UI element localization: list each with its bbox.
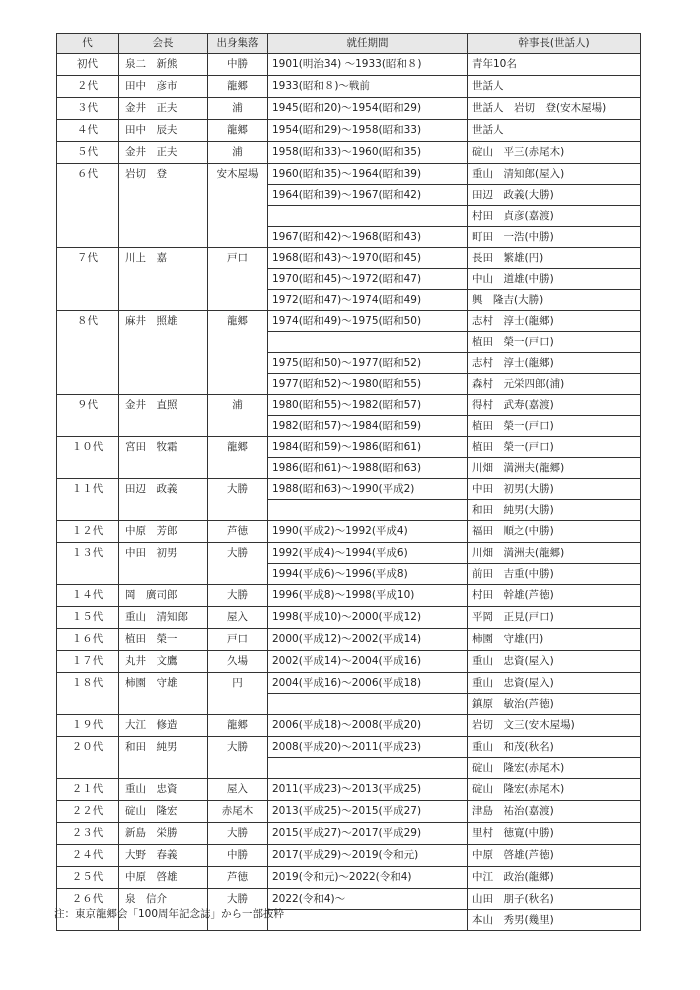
term-cell — [268, 694, 468, 715]
secretary-cell: 前田 吉重(中勝) — [468, 564, 641, 585]
president-cell: 田辺 政義 — [119, 479, 208, 521]
village-cell: 中勝 — [208, 845, 268, 867]
table-row — [57, 164, 641, 185]
term-cell: 1901(明治34) ～1933(昭和８) — [268, 54, 468, 76]
president-cell: 金井 正夫 — [119, 98, 208, 120]
term-cell: 1954(昭和29)～1958(昭和33) — [268, 120, 468, 142]
generation-cell: ２５代 — [57, 867, 119, 889]
generation-cell: ２２代 — [57, 801, 119, 823]
table-row — [57, 607, 641, 629]
secretary-cell: 中原 啓雄(芦徳) — [468, 845, 641, 867]
footnote: 注：東京龍郷会「100周年記念誌」から一部抜粋 — [54, 908, 285, 920]
table-row — [57, 715, 641, 737]
generation-cell: ６代 — [57, 164, 119, 248]
village-cell: 龍郷 — [208, 120, 268, 142]
generation-cell: ２４代 — [57, 845, 119, 867]
village-cell: 芦徳 — [208, 867, 268, 889]
generation-cell: ５代 — [57, 142, 119, 164]
term-cell: 1992(平成4)～1994(平成6) — [268, 543, 468, 564]
secretary-cell: 重山 忠資(屋入) — [468, 673, 641, 694]
village-cell: 戸口 — [208, 248, 268, 311]
president-cell: 中原 啓雄 — [119, 867, 208, 889]
secretary-cell: 平岡 正見(戸口) — [468, 607, 641, 629]
secretary-cell: 村田 貞彦(嘉渡) — [468, 206, 641, 227]
generation-cell: ４代 — [57, 120, 119, 142]
village-cell: 安木屋場 — [208, 164, 268, 248]
table-row — [57, 142, 641, 164]
generation-cell: ２６代 — [57, 889, 119, 931]
table-row — [57, 395, 641, 416]
village-cell: 久場 — [208, 651, 268, 673]
president-cell: 大野 春義 — [119, 845, 208, 867]
village-cell: 大勝 — [208, 823, 268, 845]
table-row — [57, 54, 641, 76]
president-cell: 泉 信介 — [119, 889, 208, 931]
term-cell: 2022(令和4)～ — [268, 889, 468, 910]
table-row — [57, 311, 641, 332]
table-row — [57, 673, 641, 694]
generation-cell: ７代 — [57, 248, 119, 311]
term-cell: 1964(昭和39)～1967(昭和42) — [268, 185, 468, 206]
secretary-cell: 重山 和茂(秋名) — [468, 737, 641, 758]
term-cell: 1984(昭和59)～1986(昭和61) — [268, 437, 468, 458]
secretary-cell: 世話人 — [468, 120, 641, 142]
header-secretary: 幹事長(世話人) — [468, 34, 641, 54]
president-cell: 岩切 登 — [119, 164, 208, 248]
generation-cell: １７代 — [57, 651, 119, 673]
term-cell: 1998(平成10)～2000(平成12) — [268, 607, 468, 629]
secretary-cell: 森村 元栄四郎(浦) — [468, 374, 641, 395]
generation-cell: １０代 — [57, 437, 119, 479]
header-village: 出身集落 — [208, 34, 268, 54]
document — [56, 33, 640, 931]
village-cell: 屋入 — [208, 779, 268, 801]
president-cell: 川上 嘉 — [119, 248, 208, 311]
table-row — [57, 543, 641, 564]
generation-cell: ２１代 — [57, 779, 119, 801]
secretary-cell: 柿園 守雄(円) — [468, 629, 641, 651]
secretary-cell: 鎮原 敏治(芦徳) — [468, 694, 641, 715]
village-cell: 龍郷 — [208, 437, 268, 479]
term-cell: 2011(平成23)～2013(平成25) — [268, 779, 468, 801]
president-cell: 中田 初男 — [119, 543, 208, 585]
term-cell: 1996(平成8)～1998(平成10) — [268, 585, 468, 607]
term-cell: 2013(平成25)～2015(平成27) — [268, 801, 468, 823]
term-cell: 1994(平成6)～1996(平成8) — [268, 564, 468, 585]
term-cell — [268, 500, 468, 521]
table-row — [57, 629, 641, 651]
secretary-cell: 津島 祐治(嘉渡) — [468, 801, 641, 823]
generation-cell: １５代 — [57, 607, 119, 629]
term-cell — [268, 332, 468, 353]
table-row — [57, 845, 641, 867]
secretary-cell: 長田 繁雄(円) — [468, 248, 641, 269]
header-generation: 代 — [57, 34, 119, 54]
president-cell: 重山 清知郎 — [119, 607, 208, 629]
table-row — [57, 120, 641, 142]
village-cell: 屋入 — [208, 607, 268, 629]
generation-cell: １２代 — [57, 521, 119, 543]
village-cell: 浦 — [208, 98, 268, 120]
secretary-cell: 町田 一浩(中勝) — [468, 227, 641, 248]
village-cell: 中勝 — [208, 54, 268, 76]
term-cell: 1974(昭和49)～1975(昭和50) — [268, 311, 468, 332]
secretary-cell: 重山 清知郎(屋入) — [468, 164, 641, 185]
president-cell: 大江 修造 — [119, 715, 208, 737]
term-cell: 1990(平成2)～1992(平成4) — [268, 521, 468, 543]
table-row — [57, 651, 641, 673]
term-cell: 1986(昭和61)～1988(昭和63) — [268, 458, 468, 479]
secretary-cell: 川畑 満洲夫(龍郷) — [468, 543, 641, 564]
president-cell: 金井 直照 — [119, 395, 208, 437]
secretary-cell: 重山 忠資(屋入) — [468, 651, 641, 673]
term-cell: 2008(平成20)～2011(平成23) — [268, 737, 468, 758]
secretary-cell: 志村 淳士(龍郷) — [468, 311, 641, 332]
term-cell: 2019(令和元)～2022(令和4) — [268, 867, 468, 889]
term-cell: 1970(昭和45)～1972(昭和47) — [268, 269, 468, 290]
term-cell: 1958(昭和33)～1960(昭和35) — [268, 142, 468, 164]
president-cell: 泉二 新熊 — [119, 54, 208, 76]
table-row — [57, 521, 641, 543]
secretary-cell: 本山 秀男(幾里) — [468, 910, 641, 931]
term-cell: 1933(昭和８)～戦前 — [268, 76, 468, 98]
president-cell: 碇山 隆宏 — [119, 801, 208, 823]
village-cell: 大勝 — [208, 543, 268, 585]
term-cell — [268, 910, 468, 931]
secretary-cell: 岩切 文三(安木屋場) — [468, 715, 641, 737]
term-cell: 1982(昭和57)～1984(昭和59) — [268, 416, 468, 437]
village-cell: 大勝 — [208, 479, 268, 521]
secretary-cell: 植田 榮一(戸口) — [468, 416, 641, 437]
term-cell: 2017(平成29)～2019(令和元) — [268, 845, 468, 867]
generation-cell: ８代 — [57, 311, 119, 395]
table-row — [57, 801, 641, 823]
term-cell: 1988(昭和63)～1990(平成2) — [268, 479, 468, 500]
secretary-cell: 中山 道雄(中勝) — [468, 269, 641, 290]
secretary-cell: 碇山 隆宏(赤尾木) — [468, 779, 641, 801]
secretary-cell: 世話人 岩切 登(安木屋場) — [468, 98, 641, 120]
secretary-cell: 碇山 平三(赤尾木) — [468, 142, 641, 164]
term-cell: 2004(平成16)～2006(平成18) — [268, 673, 468, 694]
term-cell: 2000(平成12)～2002(平成14) — [268, 629, 468, 651]
table-row — [57, 76, 641, 98]
generation-cell: ９代 — [57, 395, 119, 437]
generation-cell: １４代 — [57, 585, 119, 607]
table-row — [57, 248, 641, 269]
village-cell: 浦 — [208, 395, 268, 437]
term-cell: 2002(平成14)～2004(平成16) — [268, 651, 468, 673]
president-cell: 麻井 照雄 — [119, 311, 208, 395]
secretary-cell: 田辺 政義(大勝) — [468, 185, 641, 206]
village-cell: 大勝 — [208, 737, 268, 779]
village-cell: 円 — [208, 673, 268, 715]
header-president: 会長 — [119, 34, 208, 54]
secretary-cell: 村田 幹雄(芦徳) — [468, 585, 641, 607]
table-row — [57, 585, 641, 607]
generation-cell: １３代 — [57, 543, 119, 585]
secretary-cell: 得村 武寿(嘉渡) — [468, 395, 641, 416]
president-cell: 田中 彦市 — [119, 76, 208, 98]
term-cell: 1977(昭和52)～1980(昭和55) — [268, 374, 468, 395]
village-cell: 芦徳 — [208, 521, 268, 543]
village-cell: 赤尾木 — [208, 801, 268, 823]
generation-cell: １６代 — [57, 629, 119, 651]
term-cell: 1968(昭和43)～1970(昭和45) — [268, 248, 468, 269]
president-cell: 柿園 守雄 — [119, 673, 208, 715]
term-cell: 2006(平成18)～2008(平成20) — [268, 715, 468, 737]
term-cell: 1980(昭和55)～1982(昭和57) — [268, 395, 468, 416]
president-cell: 和田 純男 — [119, 737, 208, 779]
term-cell: 1945(昭和20)～1954(昭和29) — [268, 98, 468, 120]
president-cell: 植田 榮一 — [119, 629, 208, 651]
village-cell: 龍郷 — [208, 76, 268, 98]
generation-cell: ３代 — [57, 98, 119, 120]
secretary-cell: 福田 順之(中勝) — [468, 521, 641, 543]
president-cell: 中原 芳郎 — [119, 521, 208, 543]
secretary-cell: 山田 朋子(秋名) — [468, 889, 641, 910]
secretary-cell: 世話人 — [468, 76, 641, 98]
table-row — [57, 98, 641, 120]
president-cell: 金井 正夫 — [119, 142, 208, 164]
table-row — [57, 779, 641, 801]
village-cell: 龍郷 — [208, 715, 268, 737]
term-cell: 1960(昭和35)～1964(昭和39) — [268, 164, 468, 185]
header-row — [57, 34, 641, 54]
table-row — [57, 823, 641, 845]
generation-cell: ２３代 — [57, 823, 119, 845]
term-cell: 2015(平成27)～2017(平成29) — [268, 823, 468, 845]
term-cell: 1975(昭和50)～1977(昭和52) — [268, 353, 468, 374]
generation-cell: １９代 — [57, 715, 119, 737]
table-row — [57, 867, 641, 889]
president-cell: 岡 廣司郎 — [119, 585, 208, 607]
secretary-cell: 中田 初男(大勝) — [468, 479, 641, 500]
secretary-cell: 川畑 満洲夫(龍郷) — [468, 458, 641, 479]
president-cell: 重山 忠資 — [119, 779, 208, 801]
secretary-cell: 興 隆吉(大勝) — [468, 290, 641, 311]
table-row — [57, 479, 641, 500]
president-cell: 丸井 文鷹 — [119, 651, 208, 673]
secretary-cell: 中江 政治(龍郷) — [468, 867, 641, 889]
village-cell: 大勝 — [208, 585, 268, 607]
secretary-cell: 碇山 隆宏(赤尾木) — [468, 758, 641, 779]
secretary-cell: 里村 徳寛(中勝) — [468, 823, 641, 845]
header-term: 就任期間 — [268, 34, 468, 54]
secretary-cell: 和田 純男(大勝) — [468, 500, 641, 521]
term-cell — [268, 206, 468, 227]
presidents-table — [56, 33, 641, 931]
generation-cell: ２０代 — [57, 737, 119, 779]
generation-cell: 初代 — [57, 54, 119, 76]
table-row — [57, 737, 641, 758]
president-cell: 田中 辰夫 — [119, 120, 208, 142]
term-cell: 1972(昭和47)～1974(昭和49) — [268, 290, 468, 311]
village-cell: 龍郷 — [208, 311, 268, 395]
generation-cell: １８代 — [57, 673, 119, 715]
secretary-cell: 志村 淳士(龍郷) — [468, 353, 641, 374]
table-body — [57, 54, 641, 931]
table-row — [57, 437, 641, 458]
president-cell: 新島 栄勝 — [119, 823, 208, 845]
secretary-cell: 植田 榮一(戸口) — [468, 332, 641, 353]
village-cell: 浦 — [208, 142, 268, 164]
term-cell: 1967(昭和42)～1968(昭和43) — [268, 227, 468, 248]
secretary-cell: 植田 榮一(戸口) — [468, 437, 641, 458]
village-cell: 大勝 — [208, 889, 268, 931]
generation-cell: ２代 — [57, 76, 119, 98]
village-cell: 戸口 — [208, 629, 268, 651]
president-cell: 宮田 牧霜 — [119, 437, 208, 479]
term-cell — [268, 758, 468, 779]
generation-cell: １１代 — [57, 479, 119, 521]
secretary-cell: 青年10名 — [468, 54, 641, 76]
